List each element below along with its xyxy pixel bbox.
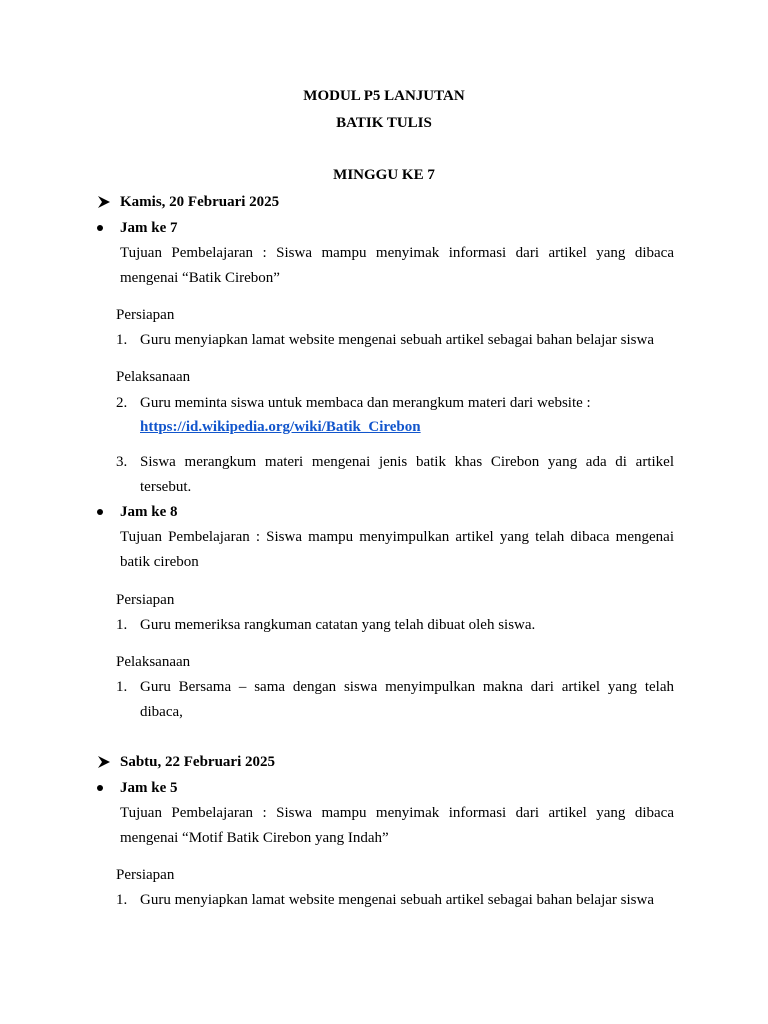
learning-objective: Tujuan Pembelajaran : Siswa mampu menyimpulkan artikel yang telah dibaca mengenai bbox=[120, 529, 674, 545]
list-item-cont: dibaca, bbox=[140, 704, 183, 720]
pelaksanaan-label: Pelaksanaan bbox=[116, 369, 191, 385]
pelaksanaan-label: Pelaksanaan bbox=[116, 654, 191, 670]
learning-objective: Tujuan Pembelajaran : Siswa mampu menyimak informasi dari artikel yang dibaca bbox=[120, 245, 674, 261]
bullet-dot-icon bbox=[97, 785, 103, 791]
list-item: Guru Bersama – sama dengan siswa menyimpulkan makna dari artikel yang telah bbox=[140, 679, 674, 695]
bullet-dot-icon bbox=[97, 225, 103, 231]
list-number: 3. bbox=[116, 454, 128, 470]
session-heading: Jam ke 7 bbox=[120, 220, 178, 236]
list-item: Guru memeriksa rangkuman catatan yang telah dibuat oleh siswa. bbox=[140, 617, 536, 633]
page-title: MODUL P5 LANJUTAN bbox=[303, 88, 465, 104]
wikipedia-link[interactable]: https://id.wikipedia.org/wiki/Batik_Cirebon bbox=[140, 419, 421, 435]
learning-objective-cont: batik cirebon bbox=[120, 554, 199, 570]
page-subtitle: BATIK TULIS bbox=[336, 115, 432, 131]
list-item-cont: tersebut. bbox=[140, 479, 192, 495]
learning-objective-cont: mengenai “Batik Cirebon” bbox=[120, 270, 280, 286]
learning-objective-cont: mengenai “Motif Batik Cirebon yang Indah” bbox=[120, 830, 389, 846]
day-heading: Sabtu, 22 Februari 2025 bbox=[120, 754, 276, 770]
persiapan-label: Persiapan bbox=[116, 307, 175, 323]
list-item: Guru menyiapkan lamat website mengenai sebuah artikel sebagai bahan belajar siswa bbox=[140, 892, 654, 908]
list-item: Guru menyiapkan lamat website mengenai sebuah artikel sebagai bahan belajar siswa bbox=[140, 332, 654, 348]
list-number: 1. bbox=[116, 892, 128, 908]
list-item: Guru meminta siswa untuk membaca dan merangkum materi dari website : bbox=[140, 395, 591, 411]
list-number: 1. bbox=[116, 617, 128, 633]
list-number: 1. bbox=[116, 679, 128, 695]
bullet-dot-icon bbox=[97, 509, 103, 515]
list-item: Siswa merangkum materi mengenai jenis batik khas Cirebon yang ada di artikel bbox=[140, 454, 674, 470]
arrow-bullet-icon bbox=[97, 755, 111, 769]
persiapan-label: Persiapan bbox=[116, 592, 175, 608]
learning-objective: Tujuan Pembelajaran : Siswa mampu menyimak informasi dari artikel yang dibaca bbox=[120, 805, 674, 821]
week-heading: MINGGU KE 7 bbox=[333, 167, 435, 183]
day-heading: Kamis, 20 Februari 2025 bbox=[120, 194, 280, 210]
list-number: 1. bbox=[116, 332, 128, 348]
session-heading: Jam ke 5 bbox=[120, 780, 178, 796]
arrow-bullet-icon bbox=[97, 195, 111, 209]
list-number: 2. bbox=[116, 395, 128, 411]
persiapan-label: Persiapan bbox=[116, 867, 175, 883]
session-heading: Jam ke 8 bbox=[120, 504, 178, 520]
